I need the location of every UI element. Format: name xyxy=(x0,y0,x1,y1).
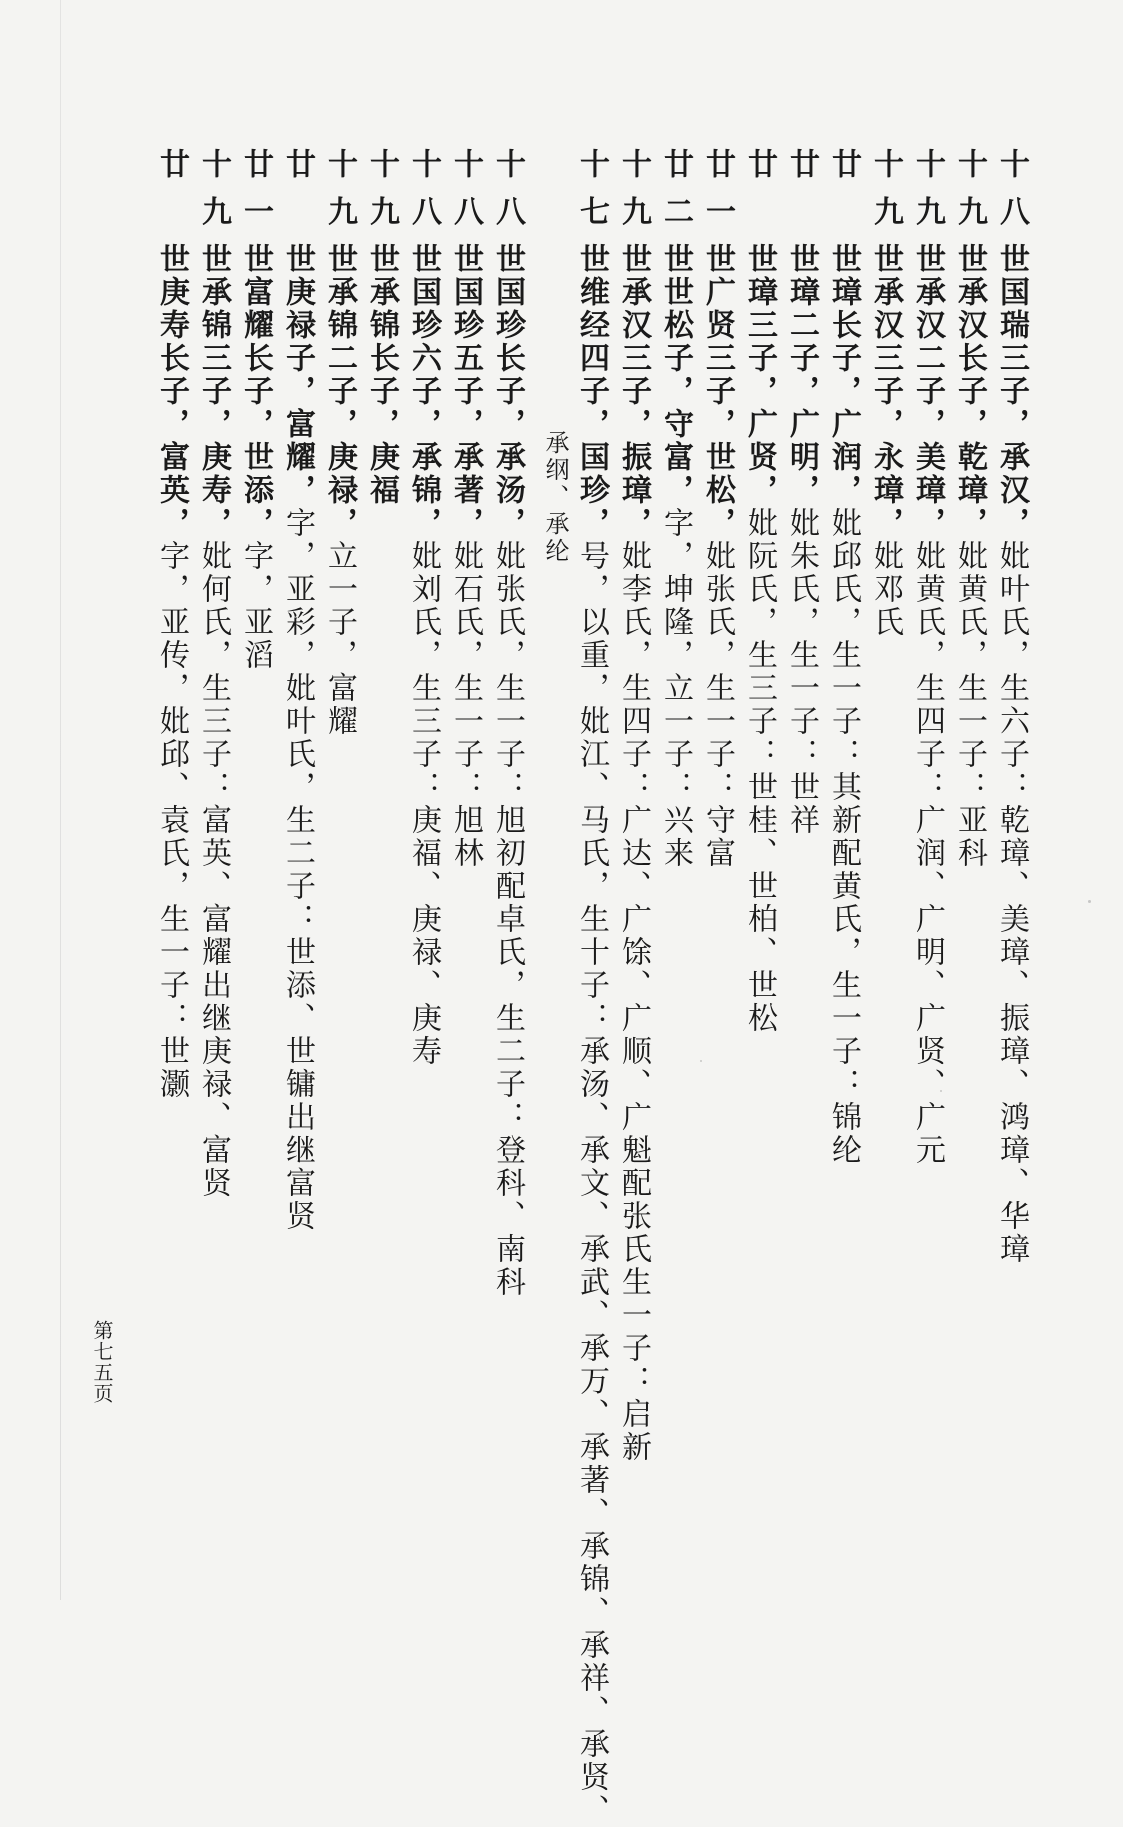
entry-head: 广贤三子，世松， xyxy=(700,276,735,540)
entry-head: 承锦三子，庚寿， xyxy=(196,276,231,540)
generation-label: 廿 世 xyxy=(826,148,861,276)
generation-label: 十九世 xyxy=(910,148,945,276)
entry-head: 维经四子，国珍， xyxy=(574,276,609,540)
entry-column xyxy=(364,148,399,507)
entry-column xyxy=(616,148,651,1464)
generation-label: 十八世 xyxy=(448,148,483,276)
entry-text: 妣朱氏，生一子：世祥 xyxy=(784,507,819,837)
entry-text: 字，亚彩，妣叶氏，生二子：世添、世镛出继富贤 xyxy=(280,507,315,1233)
generation-label: 十九世 xyxy=(196,148,231,276)
entry-text: 妣阮氏，生三子：世桂、世柏、世松 xyxy=(742,507,777,1035)
generation-label: 十八世 xyxy=(406,148,441,276)
generation-label: 廿 世 xyxy=(280,148,315,276)
generation-label: 十七世 xyxy=(574,148,609,276)
entry-head: 璋长子，广润， xyxy=(826,276,861,507)
entry-text: 字，亚滔 xyxy=(238,540,273,672)
generation-label: 廿一世 xyxy=(238,148,273,276)
entry-column xyxy=(658,148,693,870)
entry-text: 妣李氏，生四子：广达、广馀、广顺、广魁配张氏生一子：启新 xyxy=(616,540,651,1464)
entry-column xyxy=(490,148,525,1299)
generation-label: 廿 世 xyxy=(784,148,819,276)
generation-label: 十九世 xyxy=(868,148,903,276)
entry-column xyxy=(448,148,483,870)
entry-column xyxy=(952,148,987,870)
entry-head: 璋三子，广贤， xyxy=(742,276,777,507)
page-number: 第七五页 xyxy=(90,1320,114,1404)
binding-line xyxy=(60,0,61,1600)
entry-text: 立一子，富耀 xyxy=(322,540,357,738)
generation-label: 廿二世 xyxy=(658,148,693,276)
entry-head: 世松子，守富， xyxy=(658,276,693,507)
entry-head: 国珍五子，承著， xyxy=(448,276,483,540)
entry-text: 字，坤隆，立一子：兴来 xyxy=(658,507,693,870)
entry-text: 号，以重，妣江、马氏，生十子：承汤、承文、承武、承万、承著、承锦、承祥、承贤、 xyxy=(574,540,609,1827)
entry-head: 庚禄子，富耀， xyxy=(280,276,315,507)
entry-text: 妣黄氏，生四子：广润、广明、广贤、广元 xyxy=(910,540,945,1167)
entry-text: 妣张氏，生一子：旭初配卓氏，生二子：登科、南科 xyxy=(490,540,525,1299)
scan-speck xyxy=(1088,900,1091,903)
generation-label: 廿 世 xyxy=(742,148,777,276)
entry-head: 承锦二子，庚禄， xyxy=(322,276,357,540)
entry-column xyxy=(406,148,441,1068)
entry-head: 国珍长子，承汤， xyxy=(490,276,525,540)
entry-head: 富耀长子，世添， xyxy=(238,276,273,540)
entry-column xyxy=(868,148,903,639)
entry-text: 妣刘氏，生三子：庚福、庚禄、庚寿 xyxy=(406,540,441,1068)
entry-column xyxy=(742,148,777,1035)
entry-text: 妣石氏，生一子：旭林 xyxy=(448,540,483,870)
generation-label: 十九世 xyxy=(364,148,399,276)
entry-text: 妣邓氏 xyxy=(868,540,903,639)
generation-label: 十九世 xyxy=(322,148,357,276)
entry-column xyxy=(154,148,189,1101)
generation-label: 廿 世 xyxy=(154,148,189,276)
entry-head: 承汉三子，永璋， xyxy=(868,276,903,540)
entry-head: 承汉三子，振璋， xyxy=(616,276,651,540)
entry-column xyxy=(280,148,315,1233)
entry-text: 妣黄氏，生一子：亚科 xyxy=(952,540,987,870)
generation-label: 十九世 xyxy=(952,148,987,276)
entry-head: 国珍六子，承锦， xyxy=(406,276,441,540)
entry-text: 妣张氏，生一子：守富 xyxy=(700,540,735,870)
entry-column xyxy=(784,148,819,837)
generation-label: 十八世 xyxy=(490,148,525,276)
continuation-text: 承纲、承纶 xyxy=(541,430,569,565)
entry-head: 承锦长子，庚福 xyxy=(364,276,399,507)
entry-head: 承汉二子，美璋， xyxy=(910,276,945,540)
entry-head: 庚寿长子，富英， xyxy=(154,276,189,540)
entry-column xyxy=(994,148,1029,1266)
entry-column xyxy=(826,148,861,1167)
entry-column xyxy=(910,148,945,1167)
generation-label: 十八世 xyxy=(994,148,1029,276)
entry-text: 妣邱氏，生一子：其新配黄氏，生一子：锦纶 xyxy=(826,507,861,1167)
entry-text: 妣何氏，生三子：富英、富耀出继庚禄、富贤 xyxy=(196,540,231,1200)
entry-text: 字，亚传，妣邱、袁氏，生一子：世灏 xyxy=(154,540,189,1101)
scan-speck xyxy=(700,1060,702,1062)
generation-label: 十九世 xyxy=(616,148,651,276)
entry-head: 承汉长子，乾璋， xyxy=(952,276,987,540)
entry-text: 妣叶氏，生六子：乾璋、美璋、振璋、鸿璋、华璋 xyxy=(994,540,1029,1266)
entry-column xyxy=(574,148,609,1827)
entry-column xyxy=(196,148,231,1200)
entry-column xyxy=(322,148,357,738)
entry-column xyxy=(238,148,273,672)
generation-label: 廿一世 xyxy=(700,148,735,276)
entry-head: 国瑞三子，承汉， xyxy=(994,276,1029,540)
entry-column xyxy=(700,148,735,870)
entry-head: 璋二子，广明， xyxy=(784,276,819,507)
